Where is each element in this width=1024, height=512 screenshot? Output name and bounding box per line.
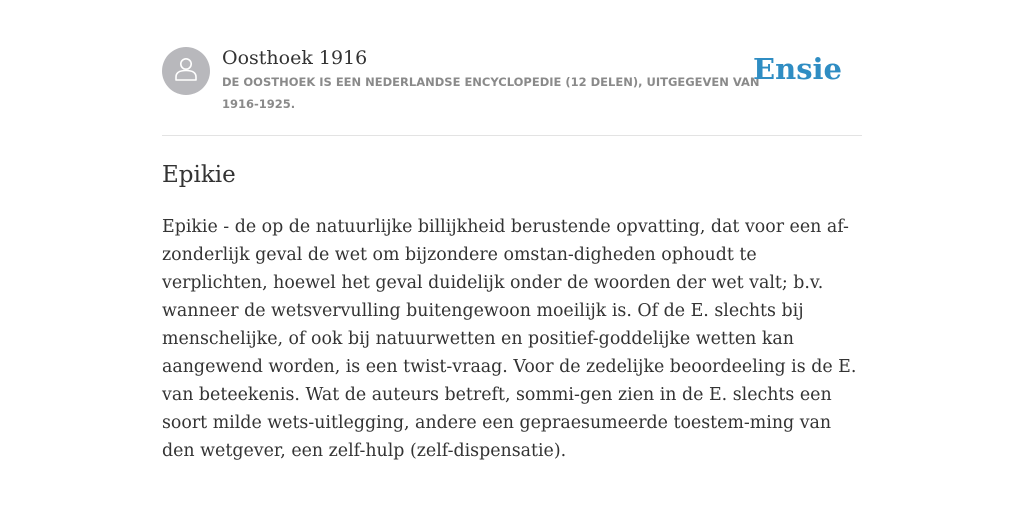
source-avatar[interactable] [162, 47, 210, 95]
source-header [162, 44, 862, 136]
source-title-link[interactable]: Oosthoek 1916 [222, 47, 368, 69]
entry-title: Epikie [162, 162, 236, 188]
source-info [222, 46, 762, 115]
source-description: DE OOSTHOEK IS EEN NEDERLANDSE ENCYCLOPEDIE (12 DELEN), UITGEGEVEN VAN 1916-1925. [222, 75, 760, 111]
ensie-logo-link[interactable]: Ensie [753, 52, 842, 86]
entry-card [162, 44, 862, 465]
entry-body: Epikie - de op de natuurlijke billijkheid berustende opvatting, dat voor een af-zonderlijk geval de wet om bijzondere omstan-digheden ophoudt te verplichten, hoewel het geval duidelijk onder de woorden der wet valt; b.v. wanneer de wetsvervulling buitengewoon moeilijk is. Of de E. slechts bij menschelijke, of ook bij natuurwetten en positief-goddelijke wetten kan aangewend worden, is een twist-vraag. Voor de zedelijke beoordeeling is de E. van beteekenis. Wat de auteurs betreft, sommi-gen zien in de E. slechts een soort milde wets-uitlegging, andere een gepraesumeerde toestem-ming van den wetgever, een zelf-hulp (zelf-dispensatie). [162, 217, 857, 461]
user-icon [172, 55, 200, 88]
